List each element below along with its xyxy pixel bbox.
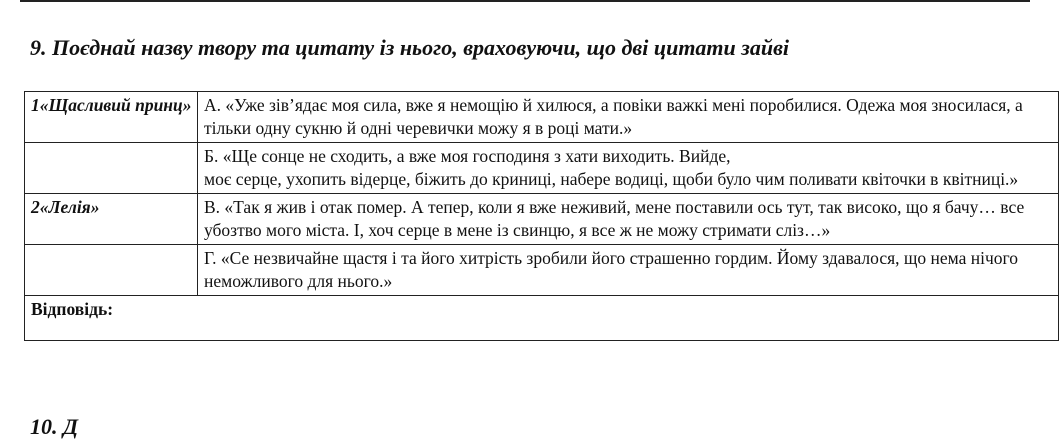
quote-line: моє серце, ухопить відерце, біжить до криниці, набере водиці, щоби було чим поливати квіточки в квітниці.» <box>204 169 1019 189</box>
table-row <box>25 194 1059 245</box>
work-cell: 2«Лелія» <box>25 194 198 245</box>
quote-cell: В. «Так я жив і отак помер. А тепер, коли я вже неживий, мене поставили ось тут, так високо, що я бачу… все убозтво мого міста. І, хоч серце в мене із свинцю, я все ж не можу стримати сліз…» <box>198 194 1059 245</box>
quote-cell: А. «Уже зів’ядає моя сила, вже я немощію й хилюся, а повіки важкі мені поробилися. Одежа моя зносилася, а тільки одну сукню й одні черевички можу я в році мати.» <box>198 92 1059 143</box>
table-row <box>25 92 1059 143</box>
answer-row <box>25 296 1059 341</box>
next-task-title: 10. Д <box>30 414 79 439</box>
work-cell <box>25 245 198 296</box>
quote-line: Б. «Ще сонце не сходить, а вже моя господиня з хати виходить. Вийде, <box>204 146 731 166</box>
top-rule <box>20 0 1030 2</box>
answer-cell[interactable]: Відповідь: <box>25 296 1059 341</box>
quote-cell: Г. «Се незвичайне щастя і та його хитрість зробили його страшенно гордим. Йому здавалося, що нема нічого неможливого для нього.» <box>198 245 1059 296</box>
work-cell: 1«Щасливий принц» <box>25 92 198 143</box>
table-row <box>25 245 1059 296</box>
quote-cell <box>198 143 1059 194</box>
task-title: 9. Поєднай назву твору та цитату із нього, враховуючи, що дві цитати зайві <box>30 35 790 60</box>
table-row <box>25 143 1059 194</box>
matching-table <box>24 91 1059 341</box>
work-cell <box>25 143 198 194</box>
